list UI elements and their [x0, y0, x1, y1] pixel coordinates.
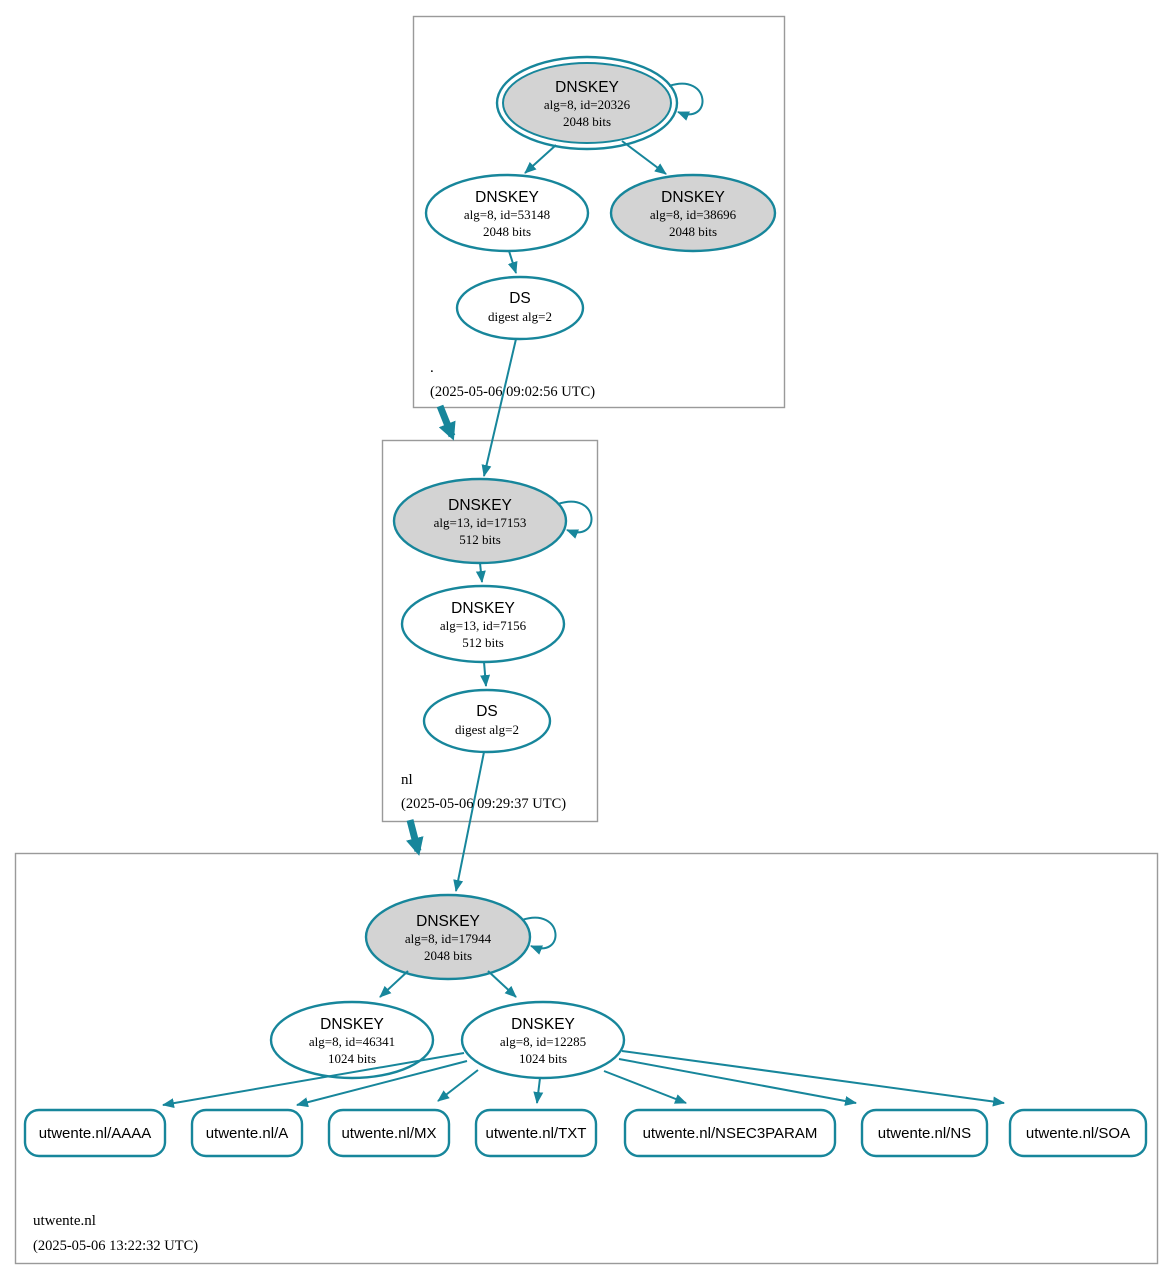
edge-utwente-zsk2-to-rrset-txt [537, 1078, 540, 1103]
zone-label-root: . [430, 360, 434, 376]
root-ds-detail: digest alg=2 [487, 309, 553, 324]
root-dnskey2-detail: alg=8, id=38696 [649, 207, 737, 222]
edge-nl-ksk-to-zsk [480, 563, 482, 582]
rrset-mx-label: utwente.nl/MX [341, 1125, 437, 1142]
node-nl-ds[interactable] [424, 690, 550, 752]
root-zsk-title: DNSKEY [475, 189, 539, 206]
root-dnskey2-bits: 2048 bits [668, 224, 718, 239]
zone-timestamp-utwente-nl: (2025-05-06 13:22:32 UTC) [33, 1238, 199, 1254]
edge-utwente-ksk-to-zsk1 [380, 971, 408, 997]
utwente-zsk1-detail: alg=8, id=46341 [308, 1034, 396, 1049]
utwente-ksk-detail: alg=8, id=17944 [404, 931, 492, 946]
root-dnskey2-title: DNSKEY [661, 189, 725, 206]
edge-nl-to-utwente-delegation [410, 820, 418, 851]
nl-zsk-bits: 512 bits [462, 635, 504, 650]
root-zsk-bits: 2048 bits [482, 224, 532, 239]
utwente-zsk2-bits: 1024 bits [518, 1051, 568, 1066]
root-zsk-detail: alg=8, id=53148 [463, 207, 551, 222]
edge-utwente-zsk2-to-rrset-mx [438, 1070, 478, 1101]
rrset-nsec3param-label: utwente.nl/NSEC3PARAM [642, 1125, 818, 1142]
zone-label-nl: nl [401, 772, 413, 788]
utwente-zsk1-bits: 1024 bits [327, 1051, 377, 1066]
nl-zsk-title: DNSKEY [451, 600, 515, 617]
nl-ksk-bits: 512 bits [459, 532, 501, 547]
edge-utwente-ksk-to-zsk2 [488, 971, 516, 997]
edge-root-ksk-to-zsk [525, 145, 556, 173]
rrset-a-label: utwente.nl/A [205, 1125, 289, 1142]
rrset-aaaa-label: utwente.nl/AAAA [38, 1125, 152, 1142]
nl-ds-title: DS [476, 703, 498, 720]
edge-utwente-zsk2-to-rrset-nsec3param [604, 1071, 686, 1103]
root-ksk-title: DNSKEY [555, 79, 619, 96]
nl-zsk-detail: alg=13, id=7156 [439, 618, 527, 633]
nl-ksk-title: DNSKEY [448, 497, 512, 514]
utwente-ksk-bits: 2048 bits [423, 948, 473, 963]
nl-ksk-detail: alg=13, id=17153 [433, 515, 527, 530]
edge-root-zsk-to-ds [509, 251, 516, 273]
rrset-txt-label: utwente.nl/TXT [485, 1125, 587, 1142]
root-ds-title: DS [509, 290, 531, 307]
utwente-zsk2-title: DNSKEY [511, 1016, 575, 1033]
root-ksk-detail: alg=8, id=20326 [543, 97, 631, 112]
nl-ds-detail: digest alg=2 [454, 722, 520, 737]
zone-label-utwente-nl: utwente.nl [33, 1213, 96, 1229]
utwente-zsk1-title: DNSKEY [320, 1016, 384, 1033]
edge-utwente-zsk2-to-rrset-ns [619, 1059, 856, 1103]
rrset-ns-label: utwente.nl/NS [877, 1125, 972, 1142]
rrset-soa-label: utwente.nl/SOA [1025, 1125, 1131, 1142]
zone-timestamp-root: (2025-05-06 09:02:56 UTC) [430, 384, 596, 400]
utwente-zsk2-detail: alg=8, id=12285 [499, 1034, 587, 1049]
edge-root-ksk-to-dnskey-38696 [622, 141, 666, 174]
zone-timestamp-nl: (2025-05-06 09:29:37 UTC) [401, 796, 567, 812]
utwente-ksk-title: DNSKEY [416, 913, 480, 930]
node-root-ds[interactable] [457, 277, 583, 339]
edge-root-to-nl-delegation [440, 406, 452, 436]
edge-nl-zsk-to-ds [484, 662, 486, 686]
root-ksk-bits: 2048 bits [562, 114, 612, 129]
